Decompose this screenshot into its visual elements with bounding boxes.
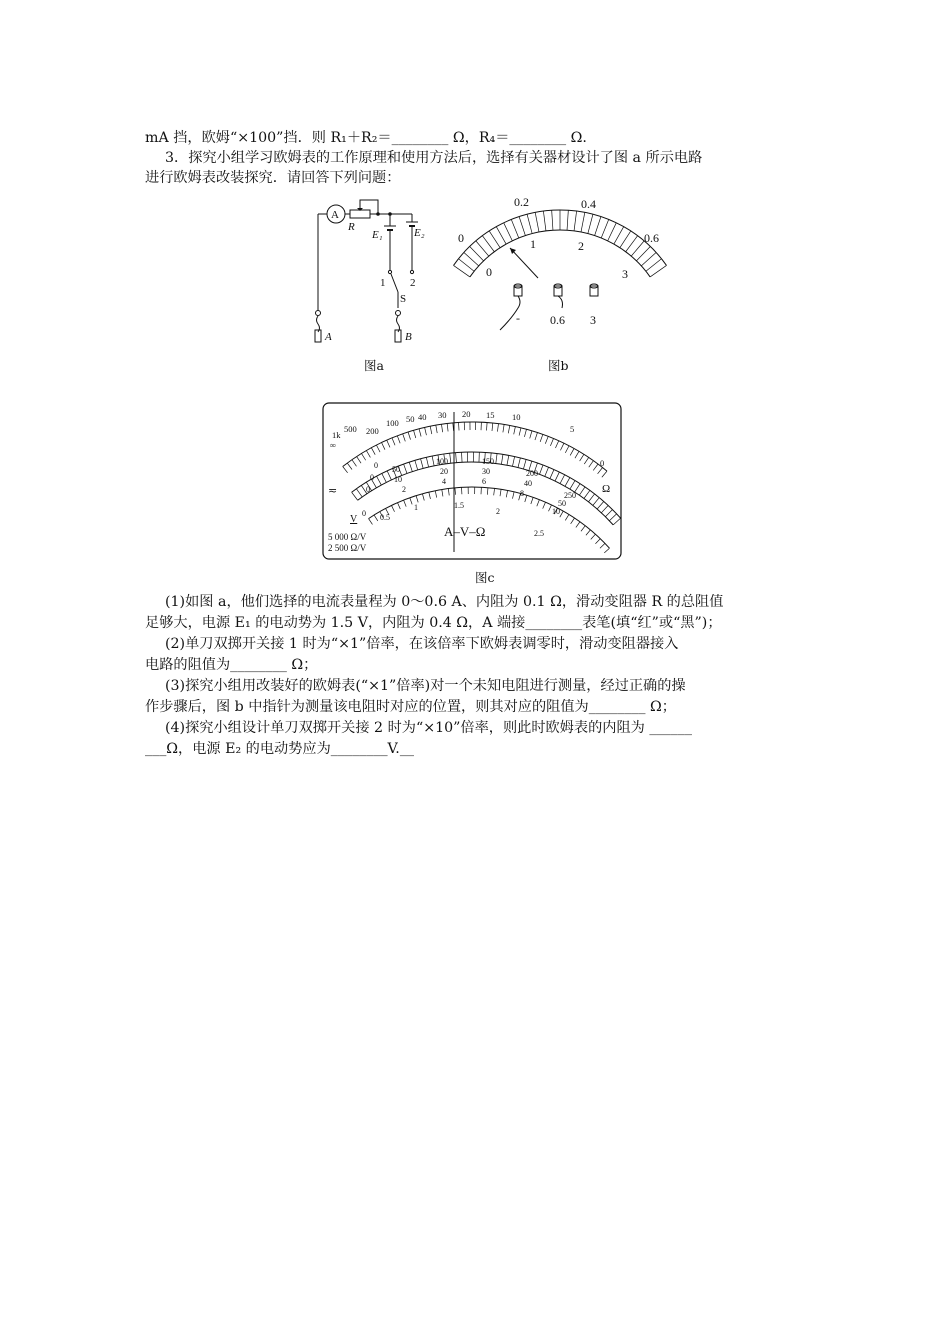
- ohm-unit: Ω: [602, 483, 611, 495]
- ac-tick: [506, 490, 507, 497]
- svg-text:40: 40: [524, 479, 532, 488]
- dc-tick: [565, 478, 570, 487]
- ammeter-tick: [588, 214, 593, 233]
- ohm-tick: [514, 427, 516, 435]
- svg-text:1.5: 1.5: [454, 501, 464, 510]
- ohm-label-30: 30: [438, 410, 447, 420]
- ammeter-tick: [574, 211, 577, 231]
- svg-text:4: 4: [442, 477, 446, 486]
- ohm-label-5: 5: [570, 424, 575, 434]
- ac-tick: [435, 491, 436, 498]
- top-label-0.4: 0.4: [581, 197, 596, 211]
- ac-tick: [500, 489, 501, 496]
- ammeter-tick: [567, 210, 568, 230]
- ohm-tick: [414, 430, 416, 438]
- ohm-tick: [584, 457, 588, 464]
- svg-text:2.5: 2.5: [534, 529, 544, 538]
- svg-text:0: 0: [374, 461, 378, 470]
- ohm-tick: [371, 448, 375, 455]
- ac-tick: [604, 548, 609, 553]
- ammeter-tick: [476, 241, 489, 256]
- ohm-tick: [560, 443, 564, 450]
- ohm-tick: [593, 464, 598, 470]
- svg-text:10: 10: [394, 475, 402, 484]
- ohm-scale-arc: [343, 422, 607, 471]
- ohm-tick: [487, 423, 488, 431]
- ammeter-tick: [631, 241, 644, 256]
- dc-tick: [426, 457, 428, 467]
- ohm-tick: [366, 451, 370, 458]
- terminal-3: [590, 284, 598, 327]
- dc-tick: [560, 475, 565, 484]
- ohm-label-1k: 1k: [332, 430, 341, 440]
- question-3-intro-cont: 进行欧姆表改装探究．请回答下列问题：: [145, 170, 401, 186]
- svg-text:250: 250: [564, 491, 576, 500]
- figure-c-multimeter-dial: [322, 402, 622, 560]
- ammeter-tick: [581, 212, 585, 232]
- ohm-label-20: 20: [462, 409, 471, 419]
- ammeter-tick: [601, 219, 608, 238]
- ac-tick: [391, 505, 394, 511]
- top-label-0.6: 0.6: [644, 231, 659, 245]
- top-label-0: 0: [458, 231, 464, 245]
- dc-tick: [456, 453, 457, 463]
- ohm-tick: [453, 423, 454, 431]
- ammeter-tick: [646, 259, 662, 271]
- ammeter-tick: [511, 219, 518, 238]
- ac-tick: [422, 494, 424, 501]
- dc-tick: [382, 473, 387, 482]
- ac-tick: [591, 534, 596, 539]
- dc-tick: [377, 476, 382, 485]
- bottom-label-0: 0: [486, 265, 492, 279]
- svg-text:2: 2: [402, 485, 406, 494]
- ac-tick: [595, 539, 600, 544]
- ohm-tick: [580, 454, 584, 461]
- ohm-label-0: 0: [600, 458, 605, 468]
- dc-tick: [550, 470, 554, 479]
- ohm-tick: [387, 440, 390, 447]
- terminal-minus: [500, 284, 522, 330]
- dc-tick: [501, 454, 503, 464]
- ohm-label-200: 200: [366, 426, 379, 436]
- spec-line-1: 5 000 Ω/V: [328, 532, 367, 542]
- ohm-tick: [565, 446, 569, 453]
- ohm-tick: [361, 453, 365, 460]
- ohm-tick: [570, 448, 574, 455]
- ohm-label-500: 500: [344, 424, 357, 434]
- ammeter-tick: [641, 252, 656, 265]
- ac-tick: [494, 488, 495, 495]
- ohm-label-40: 40: [418, 412, 427, 422]
- ohm-tick: [419, 429, 421, 437]
- ammeter-tick: [458, 259, 474, 271]
- ac-tick: [397, 503, 400, 509]
- dc-tick: [356, 489, 362, 497]
- figure-a-circuit: [300, 190, 450, 350]
- question-2-line-2: 电路的阻值为________ Ω；: [145, 657, 318, 673]
- ammeter-tick: [482, 236, 494, 252]
- ac-tick: [543, 502, 546, 508]
- ohm-tick: [575, 451, 579, 458]
- question-3-line-2: 作步骤后，图 b 中指针为测量该电阻时对应的位置，则其对应的阻值为________ Ω；: [145, 699, 676, 715]
- e2-label: E₂: [414, 227, 425, 239]
- dc-tick: [609, 514, 616, 521]
- ac-tick: [429, 492, 431, 499]
- dc-tick: [518, 458, 520, 468]
- figure-b-ammeter-dial: [450, 190, 670, 350]
- ammeter-tick: [650, 265, 666, 276]
- ohm-label-15: 15: [486, 410, 495, 420]
- caption-figure-c: 图c: [475, 570, 495, 585]
- svg-text:0: 0: [366, 485, 370, 494]
- ohm-tick: [545, 436, 548, 443]
- dc-tick: [432, 456, 434, 466]
- switch-label: S: [400, 293, 407, 305]
- dc-symbol: ≂: [328, 485, 338, 497]
- svg-text:50: 50: [558, 499, 566, 508]
- dc-tick: [597, 502, 604, 510]
- ammeter-tick: [614, 227, 624, 244]
- ohm-tick: [530, 431, 532, 439]
- dc-tick: [579, 487, 585, 495]
- ammeter-tick: [470, 246, 484, 260]
- ohm-tick: [392, 438, 395, 445]
- svg-text:100: 100: [436, 457, 448, 466]
- center-label: A–V–Ω: [444, 524, 486, 539]
- ohm-label-50: 50: [406, 414, 415, 424]
- ohm-tick: [408, 432, 410, 440]
- dc-tick: [507, 455, 509, 465]
- ac-tick: [512, 492, 514, 499]
- dc-tick: [555, 472, 559, 481]
- dc-tick: [593, 498, 599, 506]
- ammeter-tick: [535, 212, 539, 232]
- ohm-tick: [425, 427, 427, 435]
- dc-tick: [539, 465, 543, 474]
- ammeter-tick: [504, 223, 513, 241]
- ohm-tick: [602, 471, 607, 477]
- ohm-tick: [352, 460, 357, 467]
- svg-text:0: 0: [370, 473, 374, 482]
- dc-tick: [601, 505, 608, 512]
- ohm-tick: [503, 424, 504, 432]
- ammeter-tick: [496, 227, 506, 244]
- ammeter-tick: [454, 265, 470, 276]
- question-4-line-1: (4)探究小组设计单刀双掷开关接 2 时为“×10”倍率，则此时欧姆表的内阻为 ______: [165, 720, 692, 736]
- ac-tick: [576, 522, 580, 528]
- dc-tick: [404, 464, 407, 473]
- ac-tick: [416, 496, 418, 503]
- dc-tick: [409, 462, 412, 471]
- ammeter-tick: [626, 236, 638, 252]
- ohm-tick: [508, 425, 509, 433]
- ohm-tick: [436, 425, 437, 433]
- bottom-label-1: 1: [530, 237, 536, 251]
- ac-tick: [442, 489, 443, 496]
- ohm-tick: [519, 428, 521, 436]
- ammeter-tick: [608, 223, 617, 241]
- question-3-intro: 3．探究小组学习欧姆表的工作原理和使用方法后，选择有关器材设计了图 a 所示电路: [165, 150, 703, 166]
- ac-tick: [565, 514, 569, 520]
- ammeter-tick: [527, 214, 532, 233]
- ohm-label-10: 10: [512, 412, 521, 422]
- top-label-0.2: 0.2: [514, 195, 529, 209]
- dc-tick: [450, 453, 451, 463]
- dc-tick: [387, 471, 391, 480]
- ohm-tick: [550, 438, 553, 445]
- question-1-line-1: (1)如图 a，他们选择的电流表量程为 0～0.6 A、内阻为 0.1 Ω，滑动变阻器 R 的总阻值: [165, 594, 724, 610]
- rheostat-label: R: [348, 221, 355, 233]
- meter-pointer: [510, 248, 538, 278]
- ohm-tick: [447, 423, 448, 431]
- ac-tick: [374, 515, 378, 521]
- ammeter-tick: [464, 252, 479, 265]
- switch-pos-1: 1: [380, 277, 386, 289]
- dc-tick: [545, 467, 549, 476]
- ohm-tick: [403, 434, 406, 442]
- ammeter-tick: [620, 231, 631, 248]
- question-1-line-2: 足够大，电源 E₁ 的电动势为 1.5 V，内阻为 0.4 Ω，A 端接________表笔(填“红”或“黑”)；: [145, 615, 722, 631]
- ac-tick: [487, 488, 488, 495]
- caption-figure-b: 图b: [548, 358, 569, 373]
- terminal-0.6: [550, 284, 565, 327]
- dc-tick: [415, 460, 418, 470]
- caption-figure-a: 图a: [364, 358, 384, 373]
- terminal-a-label: A: [325, 331, 332, 343]
- e1-label: E₁: [372, 229, 383, 241]
- ammeter-tick: [543, 211, 546, 231]
- dc-tick: [462, 452, 463, 462]
- ammeter-tick: [595, 217, 601, 236]
- ohm-tick: [357, 457, 361, 464]
- ohm-tick: [555, 441, 558, 448]
- svg-text:1: 1: [414, 503, 418, 512]
- svg-text:0.6: 0.6: [550, 313, 565, 327]
- dc-tick: [523, 459, 526, 469]
- ohm-tick: [376, 445, 380, 452]
- svg-text:8: 8: [520, 489, 524, 498]
- ohm-tick: [343, 467, 348, 473]
- dc-tick: [496, 454, 497, 464]
- svg-text:0.5: 0.5: [380, 513, 390, 522]
- ohm-tick: [589, 461, 594, 468]
- dc-tick: [605, 510, 612, 517]
- ohm-tick: [430, 426, 432, 434]
- ohm-tick: [524, 429, 526, 437]
- ammeter-tick: [489, 231, 500, 248]
- svg-text:2: 2: [496, 507, 500, 516]
- bottom-label-2: 2: [578, 239, 584, 253]
- ohm-tick: [535, 432, 537, 440]
- ac-tick: [586, 530, 590, 535]
- ohm-tick: [441, 424, 442, 432]
- ohm-tick: [397, 436, 400, 443]
- ac-tick: [600, 543, 605, 548]
- ohm-tick: [382, 442, 385, 449]
- ac-symbol: V: [350, 514, 358, 525]
- dc-tick: [613, 518, 620, 525]
- ohm-tick: [492, 423, 493, 431]
- svg-text:50: 50: [392, 465, 400, 474]
- dc-tick: [512, 457, 514, 467]
- ac-tick: [571, 518, 575, 524]
- ac-tick: [369, 519, 373, 525]
- spec-line-2: 2 500 Ω/V: [328, 543, 367, 553]
- terminal-b-label: B: [405, 331, 412, 343]
- bottom-label-3: 3: [622, 267, 628, 281]
- text-line-1: mA 挡，欧姆“×100”挡．则 R₁＋R₂＝________ Ω，R₄＝________ Ω.: [145, 130, 587, 146]
- dc-tick: [352, 492, 358, 500]
- ammeter-tick: [636, 246, 650, 260]
- ac-tick: [531, 497, 533, 504]
- svg-text:6: 6: [482, 477, 486, 486]
- svg-text:-: -: [516, 311, 520, 325]
- ohm-tick: [540, 434, 543, 442]
- ohm-tick: [347, 463, 352, 469]
- dc-tick: [588, 494, 594, 502]
- ohm-tick: [497, 424, 498, 432]
- ohm-label-100: 100: [386, 418, 399, 428]
- ohm-tick: [459, 422, 460, 430]
- ac-tick: [404, 500, 407, 507]
- ac-tick: [455, 488, 456, 495]
- ac-tick: [525, 495, 527, 502]
- svg-text:3: 3: [590, 313, 596, 327]
- svg-text:20: 20: [440, 467, 448, 476]
- svg-text:150: 150: [482, 457, 494, 466]
- svg-text:200: 200: [526, 469, 538, 478]
- ohm-tick: [598, 468, 603, 474]
- ammeter-tick: [519, 217, 525, 236]
- ac-tick: [448, 489, 449, 496]
- ac-tick: [560, 511, 563, 517]
- ohm-inf: ∞: [330, 440, 337, 450]
- question-2-line-1: (2)单刀双掷开关接 1 时为“×1”倍率，在该倍率下欧姆表调零时，滑动变阻器接入: [165, 636, 679, 652]
- dc-tick: [421, 459, 424, 469]
- ac-tick: [581, 526, 585, 532]
- question-4-line-2: ___Ω，电源 E₂ 的电动势应为________V.__: [145, 741, 415, 757]
- dc-tick: [584, 490, 590, 498]
- ammeter-tick: [552, 210, 553, 230]
- dc-tick: [570, 481, 575, 490]
- question-3-line-1: (3)探究小组用改装好的欧姆表(“×1”倍率)对一个未知电阻进行测量，经过正确的操: [165, 678, 686, 694]
- svg-text:30: 30: [482, 467, 490, 476]
- svg-text:0: 0: [362, 509, 366, 518]
- ammeter-label: A: [331, 209, 339, 221]
- ac-tick: [410, 498, 412, 505]
- switch-pos-2: 2: [410, 277, 416, 289]
- svg-text:10: 10: [552, 507, 560, 516]
- ac-tick: [537, 500, 540, 507]
